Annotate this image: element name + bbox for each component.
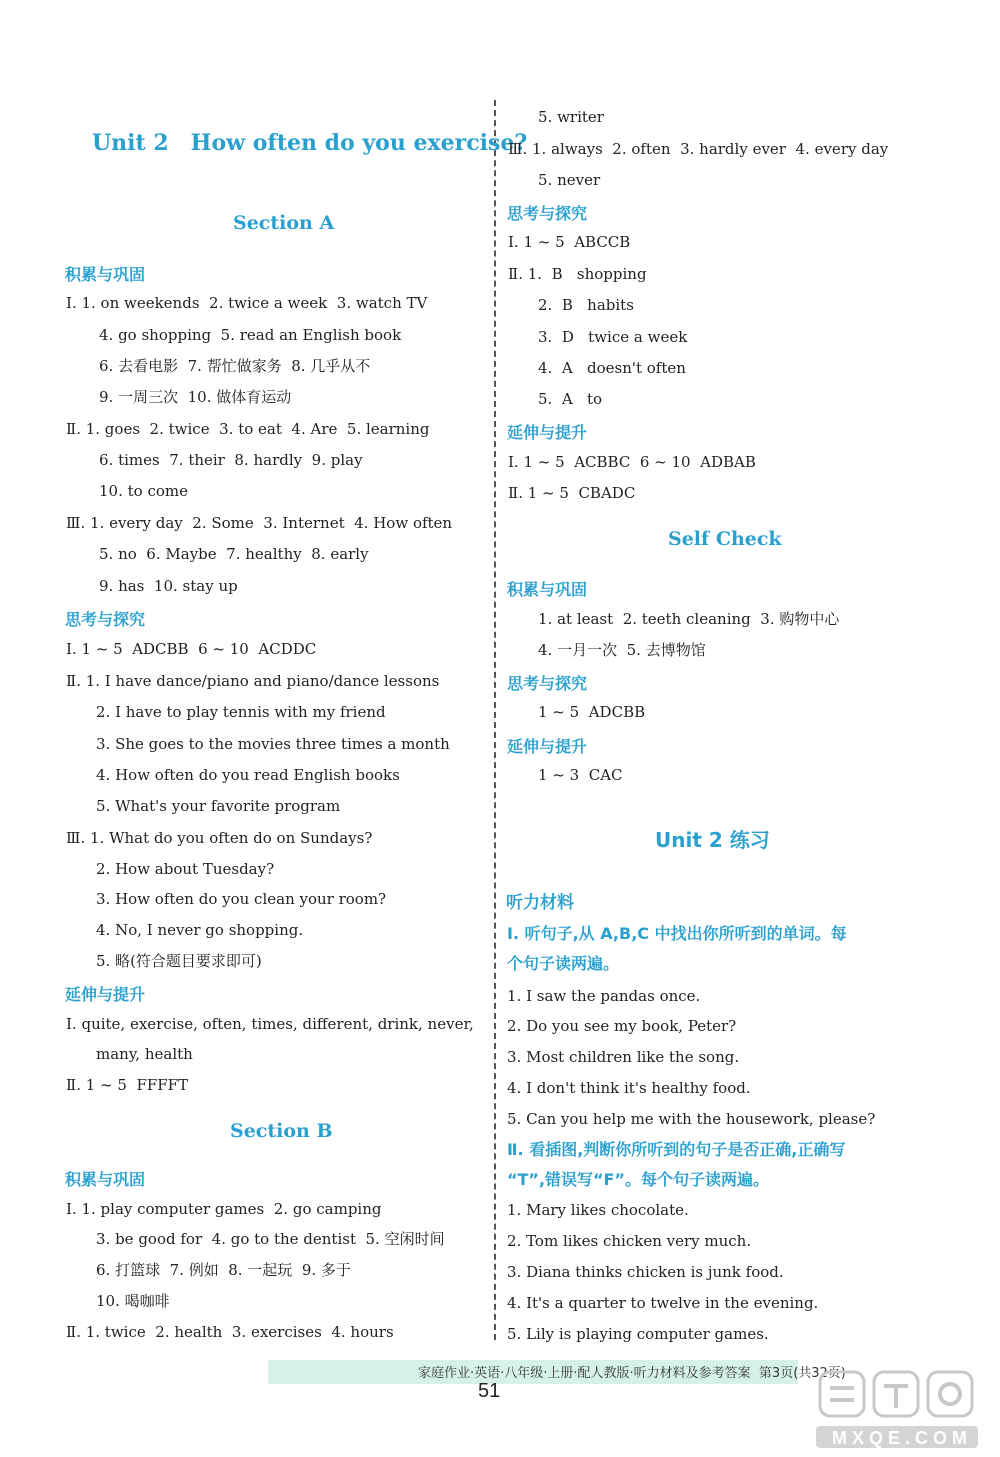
- sikao-heading-self-check: 思考与探究: [507, 674, 588, 693]
- listening-material-heading: 听力材料: [506, 893, 574, 913]
- answer-line: 5. A to: [538, 390, 603, 408]
- answer-line: 3. She goes to the movies three times a month: [96, 735, 450, 753]
- listening-sentence: 2. Do you see my book, Peter?: [507, 1017, 737, 1035]
- answer-line: 2. I have to play tennis with my friend: [96, 703, 386, 721]
- answer-line: 5. 略(符合题目要求即可): [96, 952, 262, 970]
- question-2-instruction-cont: “T”,错误写“F”。每个句子读两遍。: [507, 1170, 769, 1189]
- unit-label: Unit 2: [92, 130, 169, 156]
- question-2-instruction: Ⅱ. 看插图,判断你所听到的句子是否正确,正确写: [507, 1140, 846, 1159]
- unit2-practice-title: Unit 2 练习: [655, 828, 770, 852]
- yanshen-heading-a: 延伸与提升: [65, 985, 146, 1004]
- answer-line: Ⅰ. 1 ~ 5 ABCCB: [508, 233, 631, 251]
- footer-text: 家庭作业·英语·八年级·上册·配人教版·听力材料及参考答案 第3页(共32页): [418, 1366, 846, 1381]
- listening-sentence: 5. Can you help me with the housework, please?: [507, 1110, 876, 1128]
- answer-line: 2. How about Tuesday?: [96, 860, 275, 878]
- listening-sentence: 3. Diana thinks chicken is junk food.: [507, 1263, 784, 1281]
- answer-line: Ⅲ. 1. What do you often do on Sundays?: [66, 829, 373, 847]
- answer-line: 9. has 10. stay up: [99, 577, 238, 595]
- answer-line: many, health: [96, 1045, 193, 1063]
- answer-line: 3. D twice a week: [538, 328, 688, 346]
- jilei-heading-a: 积累与巩固: [65, 265, 146, 284]
- question-1-instruction-cont: 个句子读两遍。: [507, 954, 620, 973]
- answer-line: Ⅰ. 1 ~ 5 ADCBB 6 ~ 10 ACDDC: [66, 640, 317, 658]
- answer-line: 6. times 7. their 8. hardly 9. play: [99, 451, 363, 469]
- answer-line: 5. never: [538, 171, 601, 189]
- listening-sentence: 4. I don't think it's healthy food.: [507, 1079, 751, 1097]
- answer-line: Ⅱ. 1 ~ 5 CBADC: [508, 484, 636, 502]
- answer-line: 2. B habits: [538, 296, 634, 314]
- listening-sentence: 2. Tom likes chicken very much.: [507, 1232, 752, 1250]
- section-a-title: Section A: [233, 212, 335, 234]
- answer-line: 1 ~ 3 CAC: [538, 766, 623, 784]
- answer-line: Ⅰ. 1. play computer games 2. go camping: [66, 1200, 382, 1218]
- sikao-heading-a: 思考与探究: [65, 610, 146, 629]
- page-number: 51: [478, 1380, 501, 1402]
- answer-line: 1. at least 2. teeth cleaning 3. 购物中心: [538, 610, 840, 628]
- yanshen-heading-self-check: 延伸与提升: [507, 737, 588, 756]
- jilei-heading-b: 积累与巩固: [65, 1170, 146, 1189]
- yanshen-heading-right: 延伸与提升: [507, 423, 588, 442]
- jilei-heading-self-check: 积累与巩固: [507, 580, 588, 599]
- answer-line: 3. How often do you clean your room?: [96, 890, 387, 908]
- answer-line: 4. No, I never go shopping.: [96, 921, 304, 939]
- listening-sentence: 1. Mary likes chocolate.: [507, 1201, 689, 1219]
- answer-line: 10. 喝咖啡: [96, 1292, 170, 1310]
- answer-line: Ⅰ. 1 ~ 5 ACBBC 6 ~ 10 ADBAB: [508, 453, 756, 471]
- sikao-heading-right: 思考与探究: [507, 204, 588, 223]
- listening-sentence: 5. Lily is playing computer games.: [507, 1325, 769, 1343]
- question-1-instruction: Ⅰ. 听句子,从 A,B,C 中找出你所听到的单词。每: [507, 924, 847, 943]
- answer-line: 10. to come: [99, 482, 188, 500]
- answer-line: Ⅱ. 1 ~ 5 FFFFT: [66, 1076, 189, 1094]
- column-divider: [494, 100, 496, 1340]
- answer-line: 5. writer: [538, 108, 604, 126]
- watermark-logo: [812, 1366, 982, 1452]
- answer-line: 4. How often do you read English books: [96, 766, 400, 784]
- listening-sentence: 4. It's a quarter to twelve in the evening.: [507, 1294, 819, 1312]
- svg-text:M X Q E . C O M: M X Q E . C O M: [832, 1428, 968, 1448]
- answer-line: Ⅲ. 1. every day 2. Some 3. Internet 4. How often: [66, 514, 453, 532]
- answer-line: Ⅰ. 1. on weekends 2. twice a week 3. watch TV: [66, 294, 428, 312]
- answer-line: 5. What's your favorite program: [96, 797, 341, 815]
- answer-line: Ⅲ. 1. always 2. often 3. hardly ever 4. every day: [508, 140, 889, 158]
- answer-line: 4. 一月一次 5. 去博物馆: [538, 641, 706, 659]
- self-check-title: Self Check: [668, 528, 782, 550]
- section-b-title: Section B: [230, 1120, 333, 1142]
- answer-line: 4. A doesn't often: [538, 359, 686, 377]
- answer-line: Ⅰ. quite, exercise, often, times, different, drink, never,: [66, 1015, 474, 1033]
- listening-sentence: 3. Most children like the song.: [507, 1048, 740, 1066]
- answer-line: Ⅱ. 1. twice 2. health 3. exercises 4. hours: [66, 1323, 394, 1341]
- answer-line: 5. no 6. Maybe 7. healthy 8. early: [99, 545, 369, 563]
- answer-line: 9. 一周三次 10. 做体育运动: [99, 388, 292, 406]
- answer-line: Ⅱ. 1. I have dance/piano and piano/dance lessons: [66, 672, 440, 690]
- answer-line: 1 ~ 5 ADCBB: [538, 703, 646, 721]
- unit-title: [92, 130, 527, 156]
- unit-question: How often do you exercise?: [190, 130, 528, 156]
- answer-line: 6. 打篮球 7. 例如 8. 一起玩 9. 多于: [96, 1261, 351, 1279]
- answer-line: Ⅱ. 1. goes 2. twice 3. to eat 4. Are 5. learning: [66, 420, 430, 438]
- answer-line: 6. 去看电影 7. 帮忙做家务 8. 几乎从不: [99, 357, 371, 375]
- answer-line: Ⅱ. 1. B shopping: [508, 265, 647, 283]
- answer-line: 3. be good for 4. go to the dentist 5. 空闲时间: [96, 1230, 445, 1248]
- listening-sentence: 1. I saw the pandas once.: [507, 987, 701, 1005]
- answer-line: 4. go shopping 5. read an English book: [99, 326, 402, 344]
